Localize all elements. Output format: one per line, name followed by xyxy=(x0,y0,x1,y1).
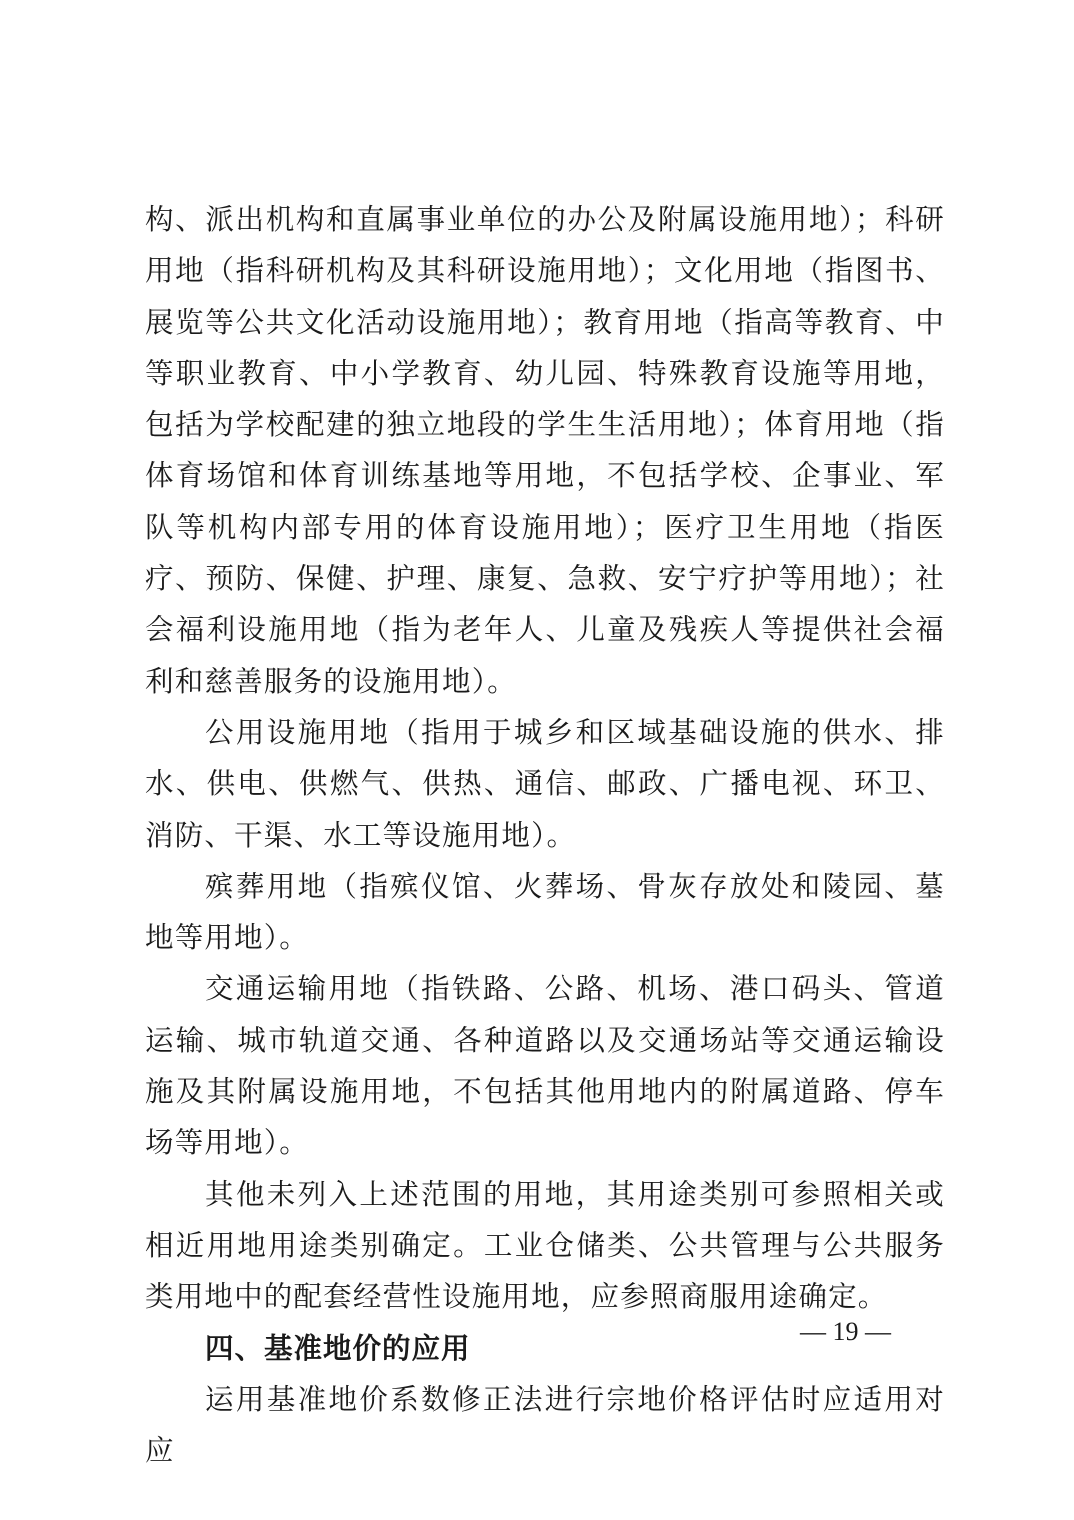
section-heading: 四、基准地价的应用 xyxy=(205,1331,471,1365)
paragraph-application: 运用基准地价系数修正法进行宗地价格评估时应适用对应 xyxy=(145,1382,945,1468)
paragraph-funeral-land: 殡葬用地（指殡仪馆、火葬场、骨灰存放处和陵园、墓地等用地）。 xyxy=(145,869,945,955)
paragraph-public-utilities: 公用设施用地（指用于城乡和区域基础设施的供水、排水、供电、供燃气、供热、通信、邮政、广播电视、环卫、消防、干渠、水工等设施用地）。 xyxy=(145,715,945,852)
page-number: — 19 — xyxy=(800,1317,891,1346)
paragraph-continuation: 构、派出机构和直属事业单位的办公及附属设施用地）；科研用地（指科研机构及其科研设施用地）；文化用地（指图书、展览等公共文化活动设施用地）；教育用地（指高等教育、中等职业教育、中小学教育、幼儿园、特殊教育设施等用地，包括为学校配建的独立地段的学生生活用地）；体育用地（指体育场馆和体育训练基地等用地，不包括学校、企事业、军队等机构内部专用的体育设施用地）；医疗卫生用地（指医疗、预防、保健、护理、康复、急救、安宁疗护等用地）；社会福利设施用地（指为老年人、儿童及残疾人等提供社会福利和慈善服务的设施用地）。 xyxy=(145,203,945,698)
paragraph-other-land: 其他未列入上述范围的用地，其用途类别可参照相关或相近用地用途类别确定。工业仓储类、公共管理与公共服务类用地中的配套经营性设施用地，应参照商服用途确定。 xyxy=(145,1177,945,1314)
paragraph-transport-land: 交通运输用地（指铁路、公路、机场、港口码头、管道运输、城市轨道交通、各种道路以及交通场站等交通运输设施及其附属设施用地，不包括其他用地内的附属道路、停车场等用地）。 xyxy=(145,972,945,1160)
document-body xyxy=(145,194,945,1476)
